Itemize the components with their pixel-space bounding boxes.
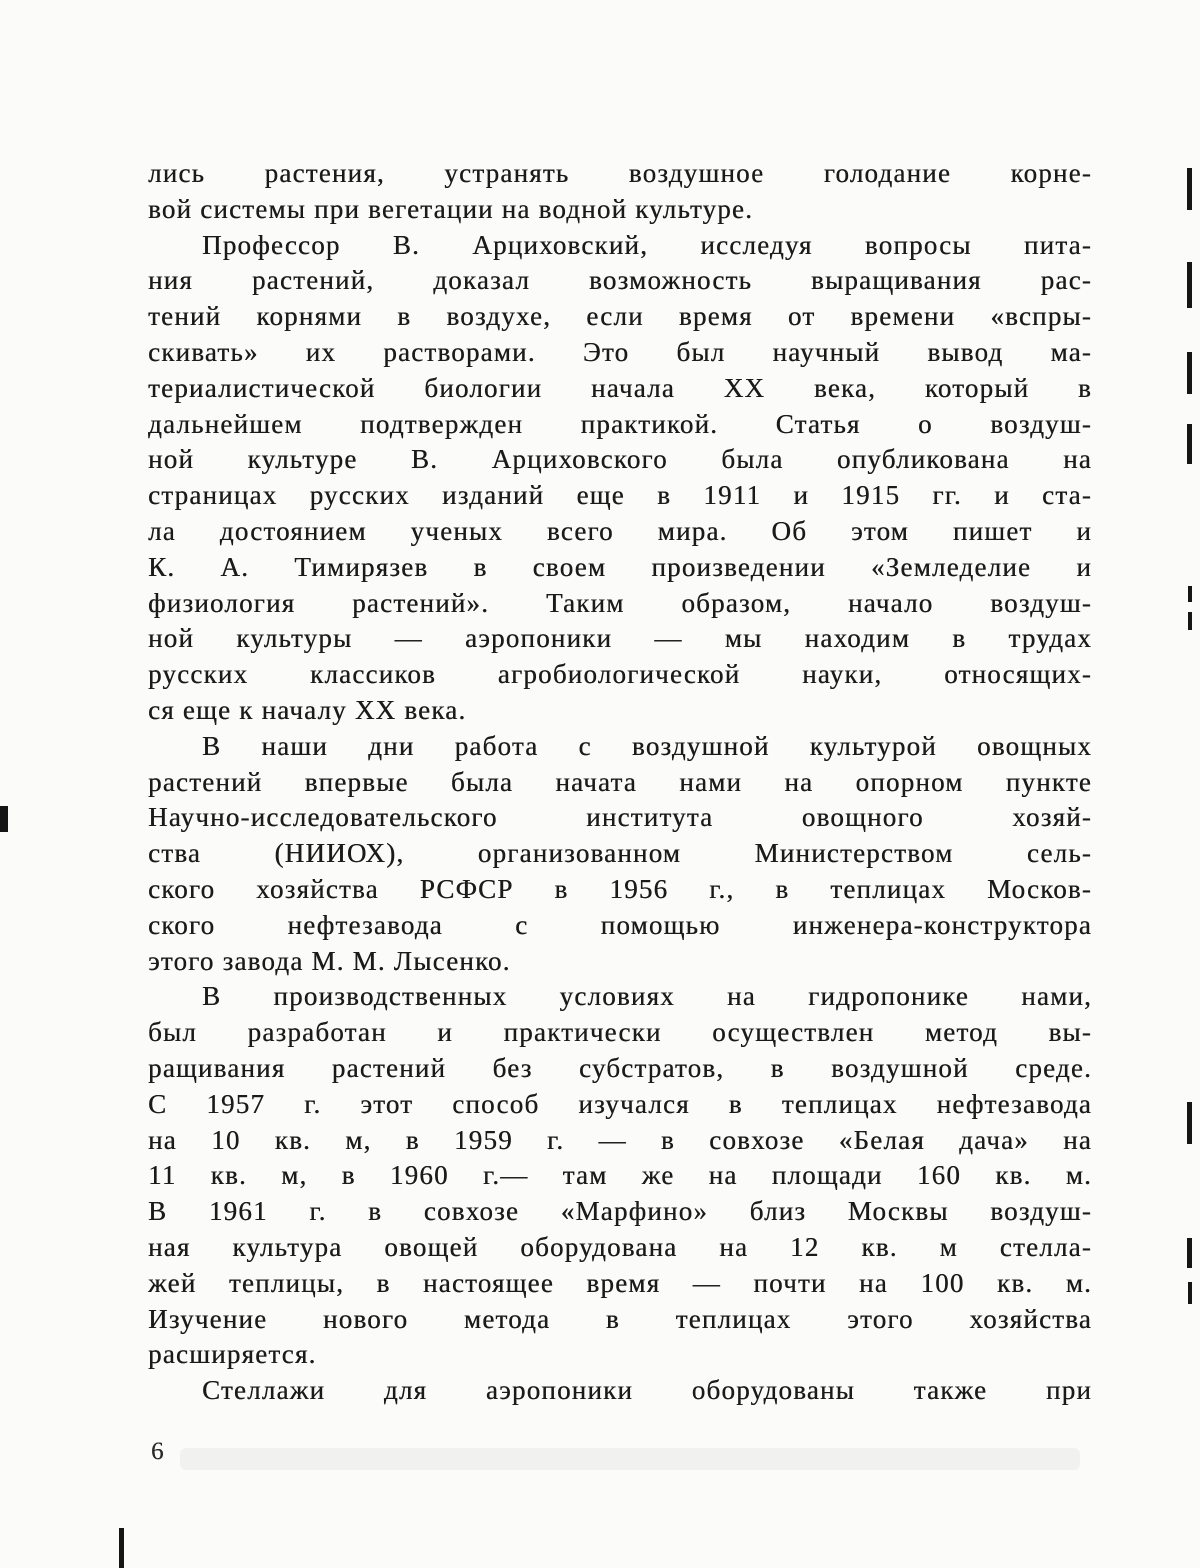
text-line: Изучение нового метода в теплицах этого хозяйства xyxy=(148,1303,1092,1334)
text-line: ращивания растений без субстратов, в воздушной среде. xyxy=(148,1052,1092,1083)
paragraph xyxy=(148,156,1092,228)
text-line: ся еще к началу XX века. xyxy=(148,694,467,725)
text-line: растений впервые была начата нами на опорном пункте xyxy=(148,766,1092,797)
text-line: страницах русских изданий еще в 1911 и 1915 гг. и ста- xyxy=(148,480,1092,511)
text-line: этого завода М. М. Лысенко. xyxy=(148,945,511,976)
text-line: лись растения, устранять воздушное голодание корне- xyxy=(148,158,1092,188)
text-line: ства (НИИОХ), организованном Министерством сель- xyxy=(148,838,1092,869)
text-line: ная культура овощей оборудована на 12 кв. м стелла- xyxy=(148,1231,1092,1262)
scan-artifact-mark xyxy=(1187,1238,1192,1268)
scan-smudge xyxy=(180,1448,1080,1470)
text-line: ной культуры — аэропоники — мы находим в трудах xyxy=(148,623,1092,654)
text-line: скивать» их растворами. Это был научный вывод ма- xyxy=(148,336,1092,367)
text-line: расширяется. xyxy=(148,1339,317,1370)
text-line: на 10 кв. м, в 1959 г. — в совхозе «Белая дача» на xyxy=(148,1124,1092,1155)
text-line: вой системы при вегетации на водной культуре. xyxy=(148,193,754,224)
text-line: физиология растений». Таким образом, начало воздуш- xyxy=(148,587,1092,618)
text-line: В наши дни работа с воздушной культурой овощных xyxy=(202,730,1092,761)
text-line: В 1961 г. в совхозе «Марфино» близ Москвы воздуш- xyxy=(148,1196,1092,1227)
text-line: дальнейшем подтвержден практикой. Статья о воздуш- xyxy=(148,408,1092,439)
text-line: С 1957 г. этот способ изучался в теплицах нефтезавода xyxy=(148,1088,1092,1119)
text-line: тений корнями в воздухе, если время от времени «вспры- xyxy=(148,301,1092,332)
text-line: ния растений, доказал возможность выращивания рас- xyxy=(148,265,1092,296)
scan-artifact-mark xyxy=(1188,612,1192,630)
text-line: В производственных условиях на гидропонике нами, xyxy=(202,981,1092,1012)
paragraph xyxy=(148,979,1092,1373)
text-line: ского хозяйства РСФСР в 1956 г., в теплицах Москов- xyxy=(148,873,1092,904)
text-line: ла достоянием ученых всего мира. Об этом пишет и xyxy=(148,515,1092,546)
scan-artifact-mark xyxy=(1188,586,1192,602)
scan-artifact-mark xyxy=(1187,424,1192,464)
page-number: 6 xyxy=(151,1438,164,1465)
paragraph xyxy=(148,228,1092,729)
scan-artifact-mark xyxy=(1187,168,1192,210)
scan-artifact-mark xyxy=(119,1528,124,1568)
text-line: ной культуре В. Арциховского была опубликована на xyxy=(148,444,1092,475)
scan-artifact-mark xyxy=(1187,1102,1192,1144)
text-line: Научно-исследовательского института овощного хозяй- xyxy=(148,802,1092,833)
text-line: териалистической биологии начала XX века, который в xyxy=(148,372,1092,403)
text-line: К. А. Тимирязев в своем произведении «Земледелие и xyxy=(148,551,1092,582)
page-text xyxy=(148,156,1092,1409)
text-line: жей теплицы, в настоящее время — почти на 100 кв. м. xyxy=(148,1267,1092,1298)
paragraph xyxy=(148,729,1092,980)
text-line: Профессор В. Арциховский, исследуя вопросы пита- xyxy=(202,229,1092,260)
scan-artifact-mark xyxy=(1188,1282,1192,1304)
text-line: ского нефтезавода с помощью инженера-конструктора xyxy=(148,909,1092,940)
paragraph xyxy=(148,1373,1092,1409)
text-line: русских классиков агробиологической науки, относящих- xyxy=(148,659,1092,690)
text-line: был разработан и практически осуществлен метод вы- xyxy=(148,1017,1092,1048)
text-line: 11 кв. м, в 1960 г.— там же на площади 160 кв. м. xyxy=(148,1160,1092,1191)
scan-artifact-mark xyxy=(0,806,8,832)
scan-artifact-mark xyxy=(1187,262,1192,308)
scan-artifact-mark xyxy=(1187,352,1192,394)
text-line: Стеллажи для аэропоники оборудованы также при xyxy=(202,1375,1092,1406)
